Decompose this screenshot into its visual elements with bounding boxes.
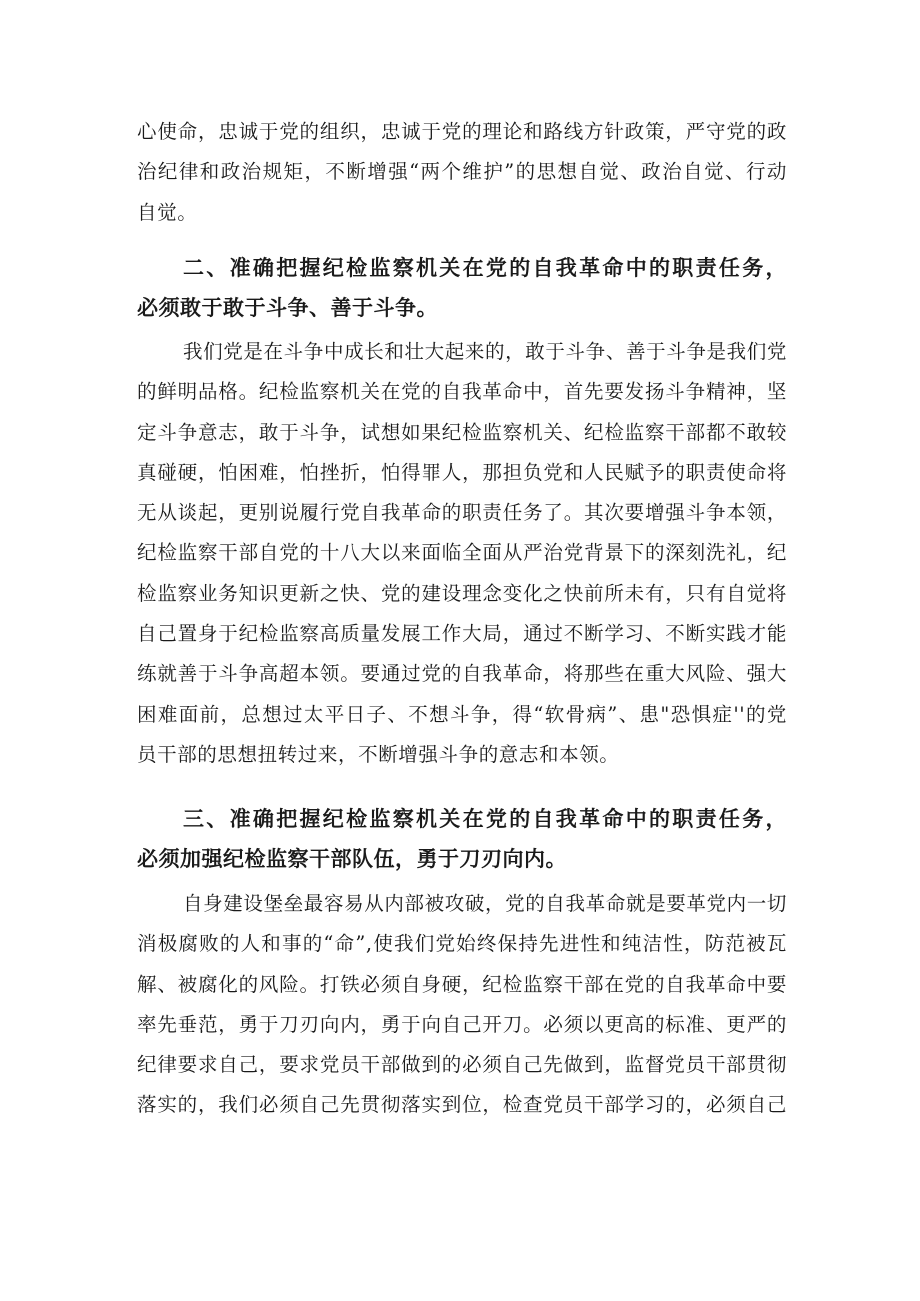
text-line: 练就善于斗争高超本领。要通过党的自我革命，将那些在重大风险、强大	[137, 662, 787, 686]
heading-line: 必须敢于敢于斗争、善于斗争。	[137, 296, 438, 320]
text-line: 解、被腐化的风险。打铁必须自身硬，纪检监察干部在党的自我革命中要	[137, 972, 787, 996]
text-line: 治纪律和政治规矩，不断增强“两个维护”的思想自觉、政治自觉、行动	[137, 160, 787, 184]
paragraph-section-3	[137, 884, 787, 1126]
text-line: 检监察业务知识更新之快、党的建设理念变化之快前所未有，只有自觉将	[137, 581, 787, 605]
paragraph-continued	[137, 112, 787, 233]
section-heading-2	[137, 248, 787, 328]
section-heading-3	[137, 799, 787, 879]
text-line: 自觉。	[137, 200, 198, 224]
text-line: 我们党是在斗争中成长和壮大起来的，敢于斗争、善于斗争是我们党	[183, 340, 787, 363]
text-line: 消极腐败的人和事的“命”,使我们党始终保持先进性和纯洁性，防范被瓦	[137, 932, 787, 956]
text-line: 率先垂范，勇于刀刃向内，勇于向自己开刀。必须以更高的标准、更严的	[137, 1012, 787, 1036]
text-line: 无从谈起，更别说履行党自我革命的职责任务了。其次要增强斗争本领，	[137, 501, 787, 525]
text-line: 员干部的思想扭转过来，不断增强斗争的意志和本领。	[137, 742, 620, 766]
heading-line: 必须加强纪检监察干部队伍，勇于刀刃向内。	[137, 847, 567, 871]
heading-line: 三、准确把握纪检监察机关在党的自我革命中的职责任务，	[183, 807, 787, 831]
text-line: 纪律要求自己，要求党员干部做到的必须自己先做到，监督党员干部贯彻	[137, 1053, 787, 1077]
paragraph-section-2	[137, 332, 787, 775]
text-line: 纪检监察干部自党的十八大以来面临全面从严治党背景下的深刻洗礼，纪	[137, 541, 787, 565]
text-line: 自己置身于纪检监察高质量发展工作大局，通过不断学习、不断实践才能	[137, 622, 787, 646]
text-line: 定斗争意志，敢于斗争，试想如果纪检监察机关、纪检监察干部都不敢较	[137, 420, 787, 444]
text-line: 真碰硬，怕困难，怕挫折，怕得罪人，那担负党和人民赋予的职责使命将	[137, 460, 787, 484]
text-line: 的鲜明品格。纪检监察机关在党的自我革命中，首先要发扬斗争精神，坚	[137, 380, 787, 404]
heading-line: 二、准确把握纪检监察机关在党的自我革命中的职责任务，	[183, 256, 787, 280]
text-line: 落实的，我们必须自己先贯彻落实到位，检查党员干部学习的，必须自己	[137, 1093, 787, 1117]
text-line: 心使命，忠诚于党的组织，忠诚于党的理论和路线方针政策，严守党的政	[137, 120, 787, 143]
text-line: 困难面前，总想过太平日子、不想斗争，得“软骨病”、患"恐惧症''的党	[137, 702, 787, 726]
text-line: 自身建设堡垒最容易从内部被攻破，党的自我革命就是要革党内一切	[183, 892, 787, 915]
